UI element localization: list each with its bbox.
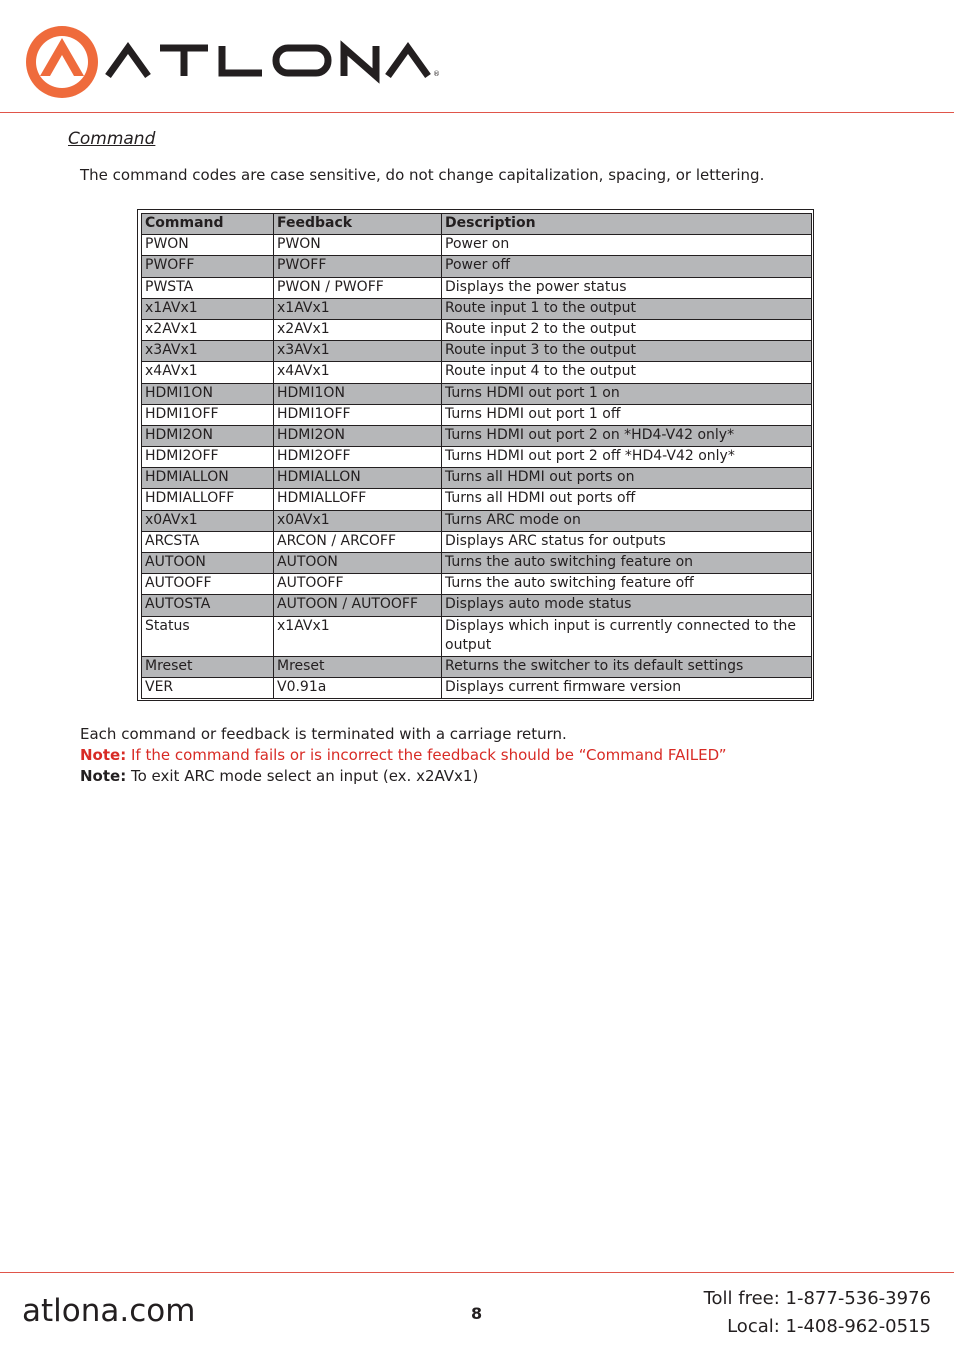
cell-feedback: PWON / PWOFF xyxy=(274,277,442,298)
cell-feedback: x1AVx1 xyxy=(274,616,442,656)
section-title: Command xyxy=(68,129,156,149)
cell-description: Returns the switcher to its default settings xyxy=(442,656,812,677)
cell-command: AUTOOFF xyxy=(142,574,274,595)
table-row xyxy=(142,362,812,383)
cell-command: PWSTA xyxy=(142,277,274,298)
cell-command: x2AVx1 xyxy=(142,319,274,340)
footer-divider xyxy=(0,1272,954,1273)
cell-feedback: PWON xyxy=(274,235,442,256)
cell-feedback: HDMI2OFF xyxy=(274,447,442,468)
cell-description: Displays the power status xyxy=(442,277,812,298)
cell-description: Turns HDMI out port 2 off *HD4-V42 only* xyxy=(442,447,812,468)
cell-feedback: AUTOOFF xyxy=(274,574,442,595)
cell-feedback: PWOFF xyxy=(274,256,442,277)
header-command: Command xyxy=(142,214,274,235)
cell-description: Turns all HDMI out ports off xyxy=(442,489,812,510)
cell-command: HDMI1OFF xyxy=(142,404,274,425)
cell-description: Displays ARC status for outputs xyxy=(442,531,812,552)
cell-command: x4AVx1 xyxy=(142,362,274,383)
cell-description: Route input 4 to the output xyxy=(442,362,812,383)
table-row xyxy=(142,468,812,489)
cell-command: Mreset xyxy=(142,656,274,677)
toll-free-number: Toll free: 1-877-536-3976 xyxy=(703,1288,931,1309)
svg-text:®: ® xyxy=(433,70,440,78)
table-row xyxy=(142,510,812,531)
cell-description: Turns all HDMI out ports on xyxy=(442,468,812,489)
cell-description: Displays current firmware version xyxy=(442,677,812,698)
cell-feedback: AUTOON / AUTOOFF xyxy=(274,595,442,616)
cell-feedback: V0.91a xyxy=(274,677,442,698)
cell-description: Power off xyxy=(442,256,812,277)
cell-feedback: HDMIALLOFF xyxy=(274,489,442,510)
note-label: Note: xyxy=(80,767,127,785)
cell-description: Route input 3 to the output xyxy=(442,341,812,362)
table-row xyxy=(142,574,812,595)
cell-description: Turns HDMI out port 1 on xyxy=(442,383,812,404)
cell-feedback: x3AVx1 xyxy=(274,341,442,362)
table-row xyxy=(142,595,812,616)
cell-command: HDMI2OFF xyxy=(142,447,274,468)
table-row xyxy=(142,447,812,468)
cell-command: AUTOSTA xyxy=(142,595,274,616)
cell-feedback: HDMI2ON xyxy=(274,425,442,446)
table-row xyxy=(142,404,812,425)
cell-command: x3AVx1 xyxy=(142,341,274,362)
cell-feedback: x2AVx1 xyxy=(274,319,442,340)
cell-command: x1AVx1 xyxy=(142,298,274,319)
table-row xyxy=(142,256,812,277)
atlona-logo xyxy=(22,24,442,100)
cell-description: Turns the auto switching feature off xyxy=(442,574,812,595)
cell-feedback: x0AVx1 xyxy=(274,510,442,531)
cell-command: HDMIALLOFF xyxy=(142,489,274,510)
command-table-frame xyxy=(137,209,814,701)
cell-command: HDMI2ON xyxy=(142,425,274,446)
cell-feedback: x4AVx1 xyxy=(274,362,442,383)
table-row xyxy=(142,425,812,446)
header-feedback: Feedback xyxy=(274,214,442,235)
command-table xyxy=(141,213,812,699)
table-row xyxy=(142,298,812,319)
cell-command: AUTOON xyxy=(142,553,274,574)
local-number: Local: 1-408-962-0515 xyxy=(727,1316,931,1337)
table-header-row xyxy=(142,214,812,235)
cell-command: x0AVx1 xyxy=(142,510,274,531)
header-divider xyxy=(0,112,954,113)
table-row xyxy=(142,489,812,510)
terminated-note: Each command or feedback is terminated with a carriage return. xyxy=(80,725,567,743)
table-row xyxy=(142,341,812,362)
cell-description: Displays auto mode status xyxy=(442,595,812,616)
table-row xyxy=(142,235,812,256)
cell-feedback: HDMI1OFF xyxy=(274,404,442,425)
cell-command: ARCSTA xyxy=(142,531,274,552)
cell-description: Route input 2 to the output xyxy=(442,319,812,340)
intro-text: The command codes are case sensitive, do not change capitalization, spacing, or lettering. xyxy=(80,166,765,184)
cell-command: PWOFF xyxy=(142,256,274,277)
note-text: If the command fails or is incorrect the feedback should be “Command FAILED” xyxy=(130,746,727,764)
cell-description: Power on xyxy=(442,235,812,256)
table-row xyxy=(142,677,812,698)
cell-command: PWON xyxy=(142,235,274,256)
cell-command: HDMIALLON xyxy=(142,468,274,489)
cell-feedback: AUTOON xyxy=(274,553,442,574)
cell-description: Turns HDMI out port 1 off xyxy=(442,404,812,425)
cell-description: Turns HDMI out port 2 on *HD4-V42 only* xyxy=(442,425,812,446)
note-exit-arc xyxy=(80,767,478,785)
cell-feedback: x1AVx1 xyxy=(274,298,442,319)
table-row xyxy=(142,553,812,574)
cell-description: Route input 1 to the output xyxy=(442,298,812,319)
cell-description: Turns the auto switching feature on xyxy=(442,553,812,574)
note-text: To exit ARC mode select an input (ex. x2AVx1) xyxy=(130,767,479,785)
table-row xyxy=(142,383,812,404)
cell-description: Turns ARC mode on xyxy=(442,510,812,531)
note-label: Note: xyxy=(80,746,127,764)
footer-website[interactable]: atlona.com xyxy=(22,1293,196,1329)
cell-feedback: Mreset xyxy=(274,656,442,677)
page-number: 8 xyxy=(471,1304,483,1323)
cell-command: Status xyxy=(142,616,274,656)
cell-feedback: HDMIALLON xyxy=(274,468,442,489)
cell-command: HDMI1ON xyxy=(142,383,274,404)
cell-description: Displays which input is currently connected to the output xyxy=(442,616,812,656)
atlona-logo-graphic xyxy=(22,24,442,100)
table-row xyxy=(142,277,812,298)
table-row xyxy=(142,656,812,677)
table-row xyxy=(142,531,812,552)
header-description: Description xyxy=(442,214,812,235)
note-command-failed xyxy=(80,746,727,764)
table-row xyxy=(142,319,812,340)
table-row xyxy=(142,616,812,656)
cell-command: VER xyxy=(142,677,274,698)
cell-feedback: HDMI1ON xyxy=(274,383,442,404)
cell-feedback: ARCON / ARCOFF xyxy=(274,531,442,552)
